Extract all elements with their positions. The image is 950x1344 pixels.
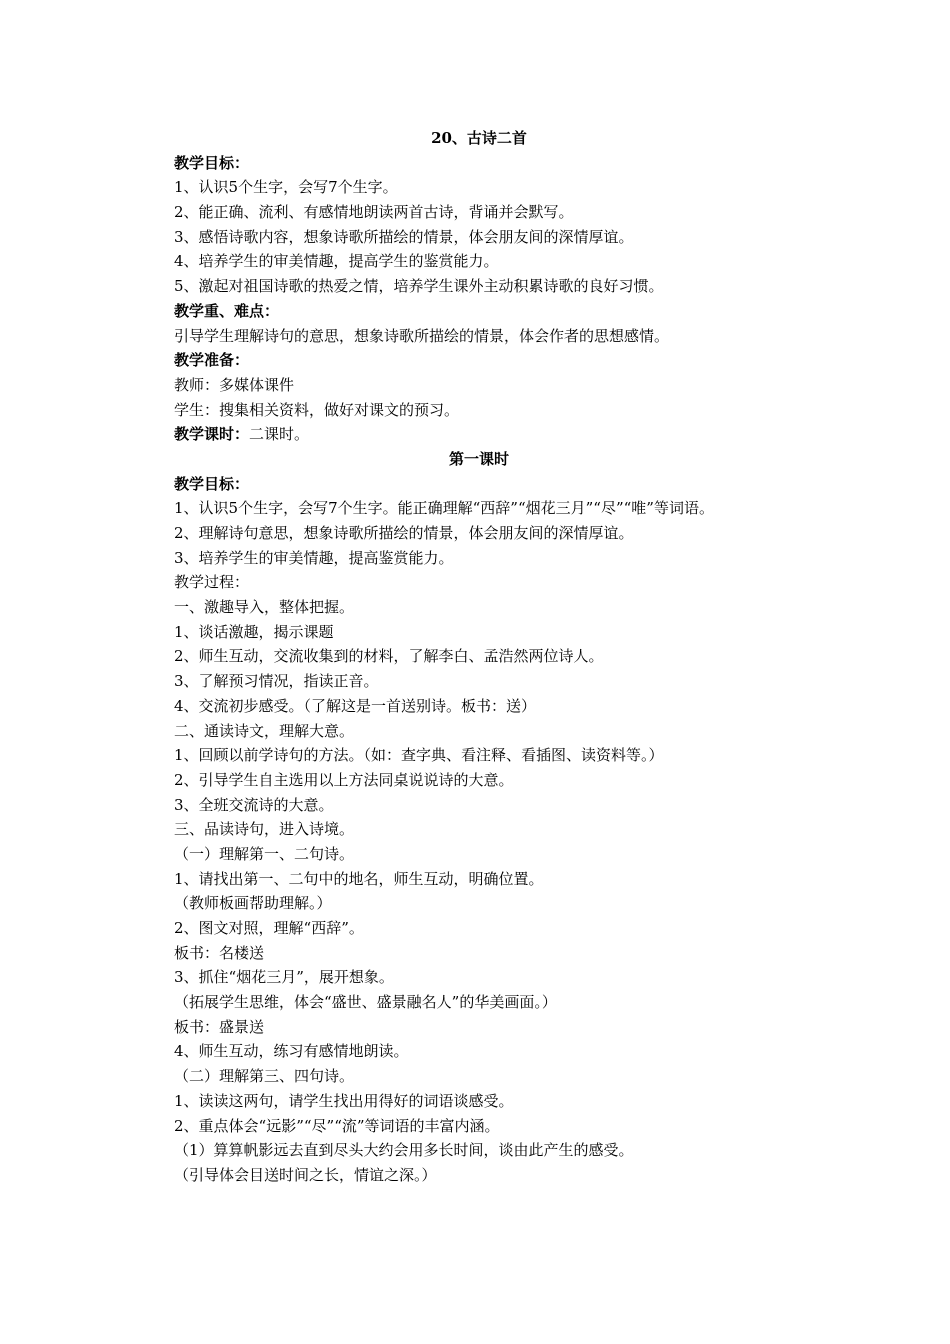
text-line: 2、图文对照，理解“西辞”。 [174, 919, 364, 938]
text-line: （教师板画帮助理解。） [174, 894, 332, 913]
text-line: 5、激起对祖国诗歌的热爱之情，培养学生课外主动积累诗歌的良好习惯。 [174, 277, 664, 296]
text-line: 教学过程： [174, 573, 250, 592]
text-line: 2、引导学生自主选用以上方法同桌说说诗的大意。 [174, 770, 514, 789]
text-line: 引导学生理解诗句的意思，想象诗歌所描绘的情景，体会作者的思想感情。 [174, 326, 670, 345]
text-line: 3、全班交流诗的大意。 [174, 795, 334, 814]
text-line: 2、能正确、流利、有感情地朗读两首古诗，背诵并会默写。 [174, 203, 574, 222]
text-line: 3、培养学生的审美情趣，提高鉴赏能力。 [174, 548, 454, 567]
text-line: 一、激趣导入，整体把握。 [174, 598, 355, 617]
text-line: 1、读读这两句，请学生找出用得好的词语谈感受。 [174, 1091, 514, 1110]
text-line: （拓展学生思维，体会“盛世、盛景融名人”的华美画面。） [174, 993, 557, 1012]
lesson-hours-line [144, 422, 814, 447]
text-line: 4、培养学生的审美情趣，提高学生的鉴赏能力。 [174, 252, 499, 271]
text-line: （引导体会目送时间之长，情谊之深。） [174, 1165, 437, 1184]
section-heading: 教学重、难点： [174, 301, 280, 320]
text-line: 2、重点体会“远影”“尽”“流”等词语的丰富内涵。 [174, 1116, 500, 1135]
text-line: （1）算算帆影远去直到尽头大约会用多长时间，谈由此产生的感受。 [174, 1141, 634, 1160]
text-line-wrapped: 1、认识5个生字，会写7个生字。能正确理解“西辞”“烟花三月”“尽”“唯”等词语。 [174, 499, 714, 518]
text-line: 2、理解诗句意思，想象诗歌所描绘的情景，体会朋友间的深情厚谊。 [174, 524, 634, 543]
lesson-hours-label: 教学课时： [174, 425, 250, 444]
text-line: 3、了解预习情况，指读正音。 [174, 672, 379, 691]
text-line: 二、通读诗文，理解大意。 [174, 721, 355, 740]
lesson-hours-value: 二课时。 [249, 425, 310, 444]
text-line: 1、谈话激趣，揭示课题 [174, 622, 334, 641]
text-line: 教师：多媒体课件 [174, 375, 295, 394]
section-heading: 教学目标： [174, 474, 250, 493]
section-heading: 教学准备： [174, 351, 250, 370]
text-line: 三、品读诗句，进入诗境。 [174, 820, 355, 839]
lesson1-title: 第一课时 [448, 449, 509, 468]
text-line: （一）理解第一、二句诗。 [174, 844, 355, 863]
text-line: 学生：搜集相关资料，做好对课文的预习。 [174, 400, 460, 419]
text-line: 4、交流初步感受。（了解这是一首送别诗。板书：送） [174, 696, 537, 715]
text-line: 1、回顾以前学诗句的方法。（如：查字典、看注释、看插图、读资料等。） [174, 746, 664, 765]
text-line: （二）理解第三、四句诗。 [174, 1067, 355, 1086]
text-line: 3、感悟诗歌内容，想象诗歌所描绘的情景，体会朋友间的深情厚谊。 [174, 227, 634, 246]
text-line: 板书：名楼送 [174, 943, 265, 962]
text-line: 1、认识5个生字，会写7个生字。 [174, 178, 398, 197]
text-line: 3、抓住“烟花三月”，展开想象。 [174, 968, 394, 987]
text-line: 4、师生互动，练习有感情地朗读。 [174, 1042, 409, 1061]
document-page [144, 126, 814, 1188]
text-line: 板书：盛景送 [174, 1017, 265, 1036]
section-heading: 教学目标： [174, 153, 250, 172]
text-line: 2、师生互动，交流收集到的材料，了解李白、孟浩然两位诗人。 [174, 647, 604, 666]
document-title: 20、古诗二首 [431, 129, 527, 147]
text-line: 1、请找出第一、二句中的地名，师生互动，明确位置。 [174, 869, 544, 888]
